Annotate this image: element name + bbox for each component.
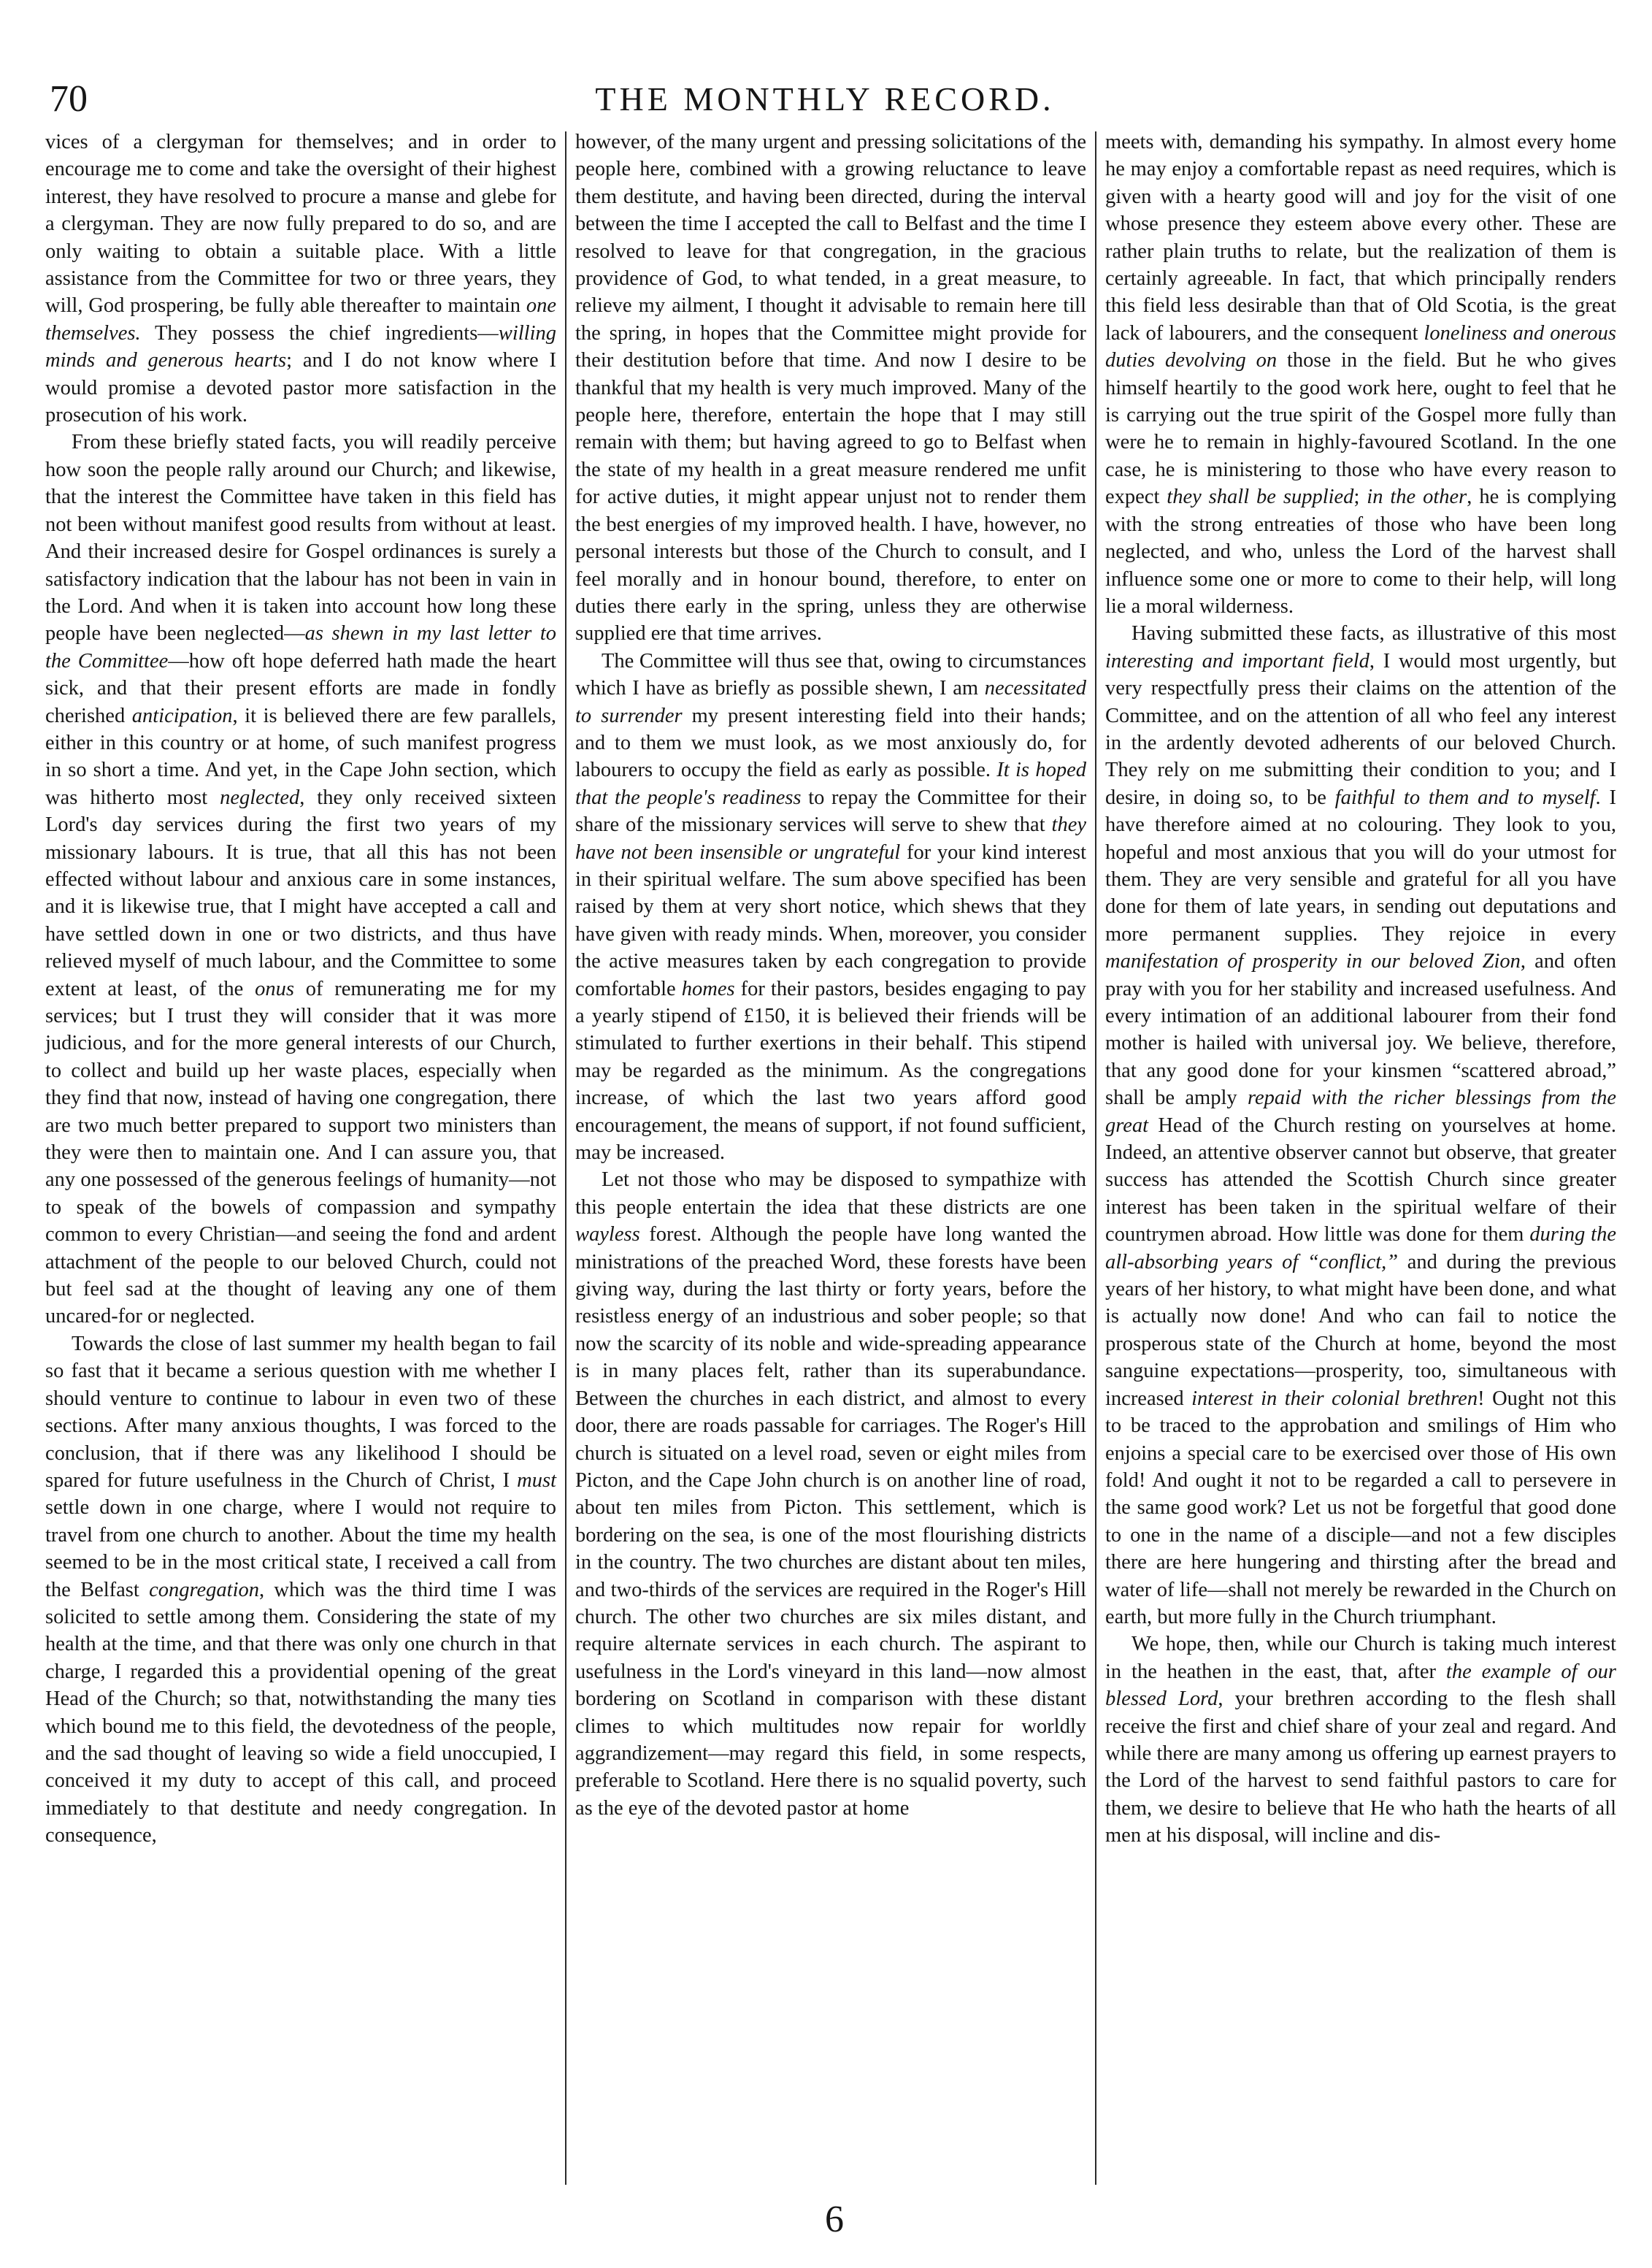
text-run: . I have therefore aimed at no colouring. They look to you, hopeful and most anxious that you will do your utmost for them. They are very sensible and grateful for all you have done for them of late years, in sending out deputations and more permanent supplies. They rejoice in every [1105, 786, 1616, 946]
text-columns [45, 129, 1616, 2188]
italic-text: during the all-absorbing years of “conflict,” [1105, 1223, 1617, 1273]
italic-text: they have not been insensible or ungrateful [575, 813, 1086, 864]
italic-text: the example of our blessed Lord [1105, 1660, 1616, 1711]
italic-text: in the other [1367, 486, 1467, 509]
text-run: my present interesting field into their hands; and to them we must look, as we most anxiously do, for labourers to occupy the field as early as possible. [575, 704, 1086, 782]
text-run: ; [1353, 486, 1367, 509]
text-run: however, of the many urgent and pressing solicitations of the people here, combined with a growing reluctance to leave them destitute, and having been directed, during the interval between the time I accepted the call to Belfast and the time I resolved to leave for that congregation, in the gracious providence of God, to what tended, in a great measure, to relieve my ailment, I thought it advisable to remain here till the spring, in hopes that the Committee might provide for their destitution before that time. And now I desire to be thankful that my health is very much improved. Many of the people here, therefore, entertain the hope that I may still remain with them; but having agreed to go to Belfast when the state of my health in a great measure rendered me unfit for active duties, it might appear unjust not to render them the best energies of my improved health. I have, however, no personal interests but those of the Church to consult, and I feel morally and in honour bound, therefore, to enter on duties there early in the spring, unless they are otherwise supplied ere that time arrives. [575, 131, 1086, 645]
text-run: Towards the close of last summer my health began to fail so fast that it became a serious question with me whether I should venture to continue to labour in even two of these sections. After many anxious thoughts, I was forced to the conclusion, that if there was any likelihood I should be spared for future usefulness in the Church of Christ, I [45, 1332, 556, 1492]
text-run: ; and I do not know where I would promise a devoted pastor more satisfaction in the prosecution of his work. [45, 349, 557, 427]
page-header [37, 73, 1613, 131]
italic-text: interesting and important field [1105, 649, 1369, 673]
text-run: We hope, then, while our Church is taking much interest in the heathen in the east, that, after [1105, 1633, 1616, 1683]
paragraph [1105, 129, 1616, 620]
text-run: and during the previous years of her history, to what might have been done, and what is actually now done! And who can fail to notice the prosperous state of the Church at home, beyond the most sanguine expectations—prosperity, too, simultaneous with increased [1105, 1250, 1617, 1410]
text-run: —how oft hope deferred hath made the heart sick, and that their present efforts are made in fondly cherished [45, 649, 557, 727]
text-run: Having submitted these facts, as illustrative of this most [1132, 622, 1616, 645]
column-divider [565, 131, 566, 2185]
italic-text: manifestation of prosperity in our beloved Zion [1105, 950, 1521, 973]
paragraph [1105, 1631, 1616, 1849]
italic-text: they shall be supplied [1167, 486, 1354, 509]
italic-text: as shewn in my last letter to the Committee [45, 622, 556, 673]
text-run: , I would most urgently, but very respectfully press their claims on the attention of the Committee, and on the attention of all who feel any interest in the ardently devoted adherents of our beloved Church. They rely on me submitting their condition to you; and I desire, in doing so, to be [1105, 649, 1617, 809]
italic-text: It is hoped that the people's readiness [575, 759, 1086, 809]
text-run: settle down in one charge, where I would not require to travel from one church to another. About the time my health seemed to be in the most critical state, I received a call from the Belfast [45, 1496, 556, 1601]
text-run: Let not those who may be disposed to sympathize with this people entertain the idea that these districts are one [575, 1168, 1086, 1219]
text-run: , which was the third time I was solicited to settle among them. Considering the state of my health at the time, and that there was only one church in that charge, I regarded this a providential opening of the great Head of the Church; so that, notwithstanding the many ties which bound me to this field, the devotedness of the people, and the sad thought of leaving so wide a field unoccupied, I conceived it my duty to accept of this call, and proceed immediately to that destitute and needy congregation. In consequence, [45, 1578, 556, 1847]
italic-text: homes [681, 977, 735, 1000]
text-column-3 [1105, 129, 1616, 2188]
text-run: of remunerating me for my services; but I trust they will consider that it was more judicious, and for the more general interests of our Church, to collect and build up her waste places, especially when they find that now, instead of having one congregation, there are two much better prepared to support two ministers than they were then to maintain one. And I can assure you, that any one possessed of the generous feelings of humanity—not to speak of the bowels of compassion and sympathy common to every Christian—and seeing the fond and ardent attachment of the people to our beloved Church, could not but feel sad at the thought of leaving any one of them uncared-for or neglected. [45, 977, 556, 1328]
italic-text: neglected [220, 786, 300, 809]
text-run: , he is complying with the strong entreaties of those who have been long neglected, and who, unless the Lord of the harvest shall influence some one or more to come to their help, will long lie a moral wilderness. [1105, 486, 1616, 618]
paragraph [575, 648, 1086, 1167]
paragraph [1105, 620, 1616, 1631]
column-divider [1095, 131, 1096, 2185]
paragraph [45, 429, 556, 1330]
italic-text: wayless [575, 1223, 640, 1246]
text-run: vices of a clergyman for themselves; and in order to encourage me to come and take the oversight of their highest interest, they have resolved to procure a manse and glebe for a clergyman. They are now fully prepared to do so, and are only waiting to obtain a suitable place. With a little assistance from the Committee for two or three years, they will, God prospering, be fully able thereafter to maintain [45, 131, 556, 318]
text-run: , your brethren according to the flesh shall receive the first and chief share of your zeal and regard. And while there are many among us offering up earnest prayers to the Lord of the harvest to send faithful pastors to care for them, we desire to believe that He who hath the hearts of all men at his disposal, will incline and dis- [1105, 1687, 1616, 1847]
text-run: meets with, demanding his sympathy. In almost every home he may enjoy a comfortable repast as need requires, which is given with a hearty good will and joy for the visit of one whose presence they esteem above every other. These are rather plain truths to relate, but the realization of them is certainly agreeable. In fact, that which principally renders this field less desirable than that of Old Scotia, is the great lack of labourers, and the consequent [1105, 131, 1616, 345]
text-run: ! Ought not this to be traced to the approbation and smilings of Him who enjoins a special care to be exercised over those of His own fold! And ought it not to be regarded a call to persevere in the same good work? Let us not be forgetful that good done to one in the name of a disciple—and not a few disciples there are here hungering and thirsting after the bread and water of life—shall not merely be rewarded in the Church on earth, but more fully in the Church triumphant. [1105, 1387, 1616, 1628]
text-run: forest. Although the people have long wanted the ministrations of the preached Word, these forests have been giving way, during the last thirty or forty years, before the resistless energy of an industrious and sober people; so that now the scarcity of its noble and wide-spreading appearance is in many places felt, rather than its superabundance. Between the churches in each district, and almost to every door, there are roads passable for carriages. The Roger's Hill church is situated on a level road, seven or eight miles from Picton, and the Cape John church is on another line of road, about ten miles from Picton. This settlement, which is bordering on the sea, is one of the most flourishing districts in the country. The two churches are distant about ten miles, and two-thirds of the services are required in the Roger's Hill church. The other two churches are six miles distant, and require alternate services in each church. The aspirant to usefulness in the Lord's vineyard in this land—now almost bordering on Scotland in comparison with these distant climes to which multitudes now repair for worldly aggrandizement—may regard this field, in some respects, preferable to Scotland. Here there is no squalid poverty, such as the eye of the devoted pastor at home [575, 1223, 1086, 1820]
running-title: THE MONTHLY RECORD. [595, 80, 1055, 118]
text-run: Head of the Church resting on yourselves at home. Indeed, an attentive observer cannot but observe, that greater success has attended the Scottish Church since greater interest has been taken in the spiritual welfare of their countrymen abroad. How little was done for them [1105, 1114, 1616, 1246]
text-column-1 [45, 129, 556, 2188]
italic-text: onus [255, 977, 294, 1000]
italic-text: must [517, 1468, 556, 1492]
text-run: for your kind interest in their spiritual welfare. The sum above specified has been raised by them at very short notice, which shews that they have given with ready minds. When, moreover, you consider the active measures taken by each congregation to provide comfortable [575, 840, 1086, 1000]
text-run: those in the field. But he who gives himself heartily to the good work here, ought to feel that he is carrying out the true spirit of the Gospel more fully than were he to remain in highly-favoured Scotland. In the one case, he is ministering to those who have every reason to expect [1105, 349, 1616, 509]
paragraph [575, 129, 1086, 648]
text-run: From these briefly stated facts, you will readily perceive how soon the people rally around our Church; and likewise, that the interest the Committee have taken in this field has not been without manifest good results from without at least. And their increased desire for Gospel ordinances is surely a satisfactory indication that the labour has not been in vain in the Lord. And when it is taken into account how long these people have been neglected— [45, 431, 556, 645]
paragraph [575, 1166, 1086, 1822]
italic-text: congregation [149, 1578, 259, 1601]
text-column-2 [575, 129, 1086, 2188]
italic-text: loneliness and onerous duties devolving on [1105, 321, 1616, 372]
page-number: 70 [50, 78, 88, 120]
paragraph [45, 1330, 556, 1850]
italic-text: faithful to them and to myself [1334, 786, 1596, 809]
text-run: , they only received sixteen Lord's day services during the first two years of my missionary labours. It is true, that all this has not been effected without labour and anxious care in some instances, and it is likewise true, that I might have accepted a call and have settled down in one or two districts, and thus have relieved myself of much labour, and the Committee to some extent at least, of the [45, 786, 556, 1000]
italic-text: anticipation [131, 704, 233, 727]
italic-text: interest in their colonial brethren [1191, 1387, 1478, 1410]
text-run: to repay the Committee for their share of the missionary services will serve to shew that [575, 786, 1086, 837]
text-run: The Committee will thus see that, owing to circumstances which I have as briefly as possible shewn, I am [575, 649, 1086, 700]
paragraph [45, 129, 556, 429]
italic-text: willing minds and generous hearts [45, 321, 556, 372]
italic-text: necessitated to surrender [575, 677, 1086, 727]
signature-mark: 6 [825, 2199, 844, 2240]
text-run: , it is believed there are few parallels, either in this country or at home, of such manifest progress in so short a time. And yet, in the Cape John section, which was hitherto most [45, 704, 556, 809]
text-run: They possess the chief ingredients— [140, 321, 499, 345]
text-run: , and often pray with you for her stability and increased usefulness. And every intimation of an additional labourer from their fond mother is hailed with universal joy. We believe, therefore, that any good done for your kinsmen “scattered abroad,” shall be amply [1105, 950, 1616, 1110]
text-run: for their pastors, besides engaging to pay a yearly stipend of £150, it is believed their friends will be stimulated to further exertions in their behalf. This stipend may be regarded as the minimum. As the congregations increase, of which the last two years afford good encouragement, the means of support, if not found sufficient, may be increased. [575, 977, 1086, 1165]
italic-text: repaid with the richer blessings from the great [1105, 1087, 1616, 1137]
italic-text: one themselves. [45, 294, 556, 345]
